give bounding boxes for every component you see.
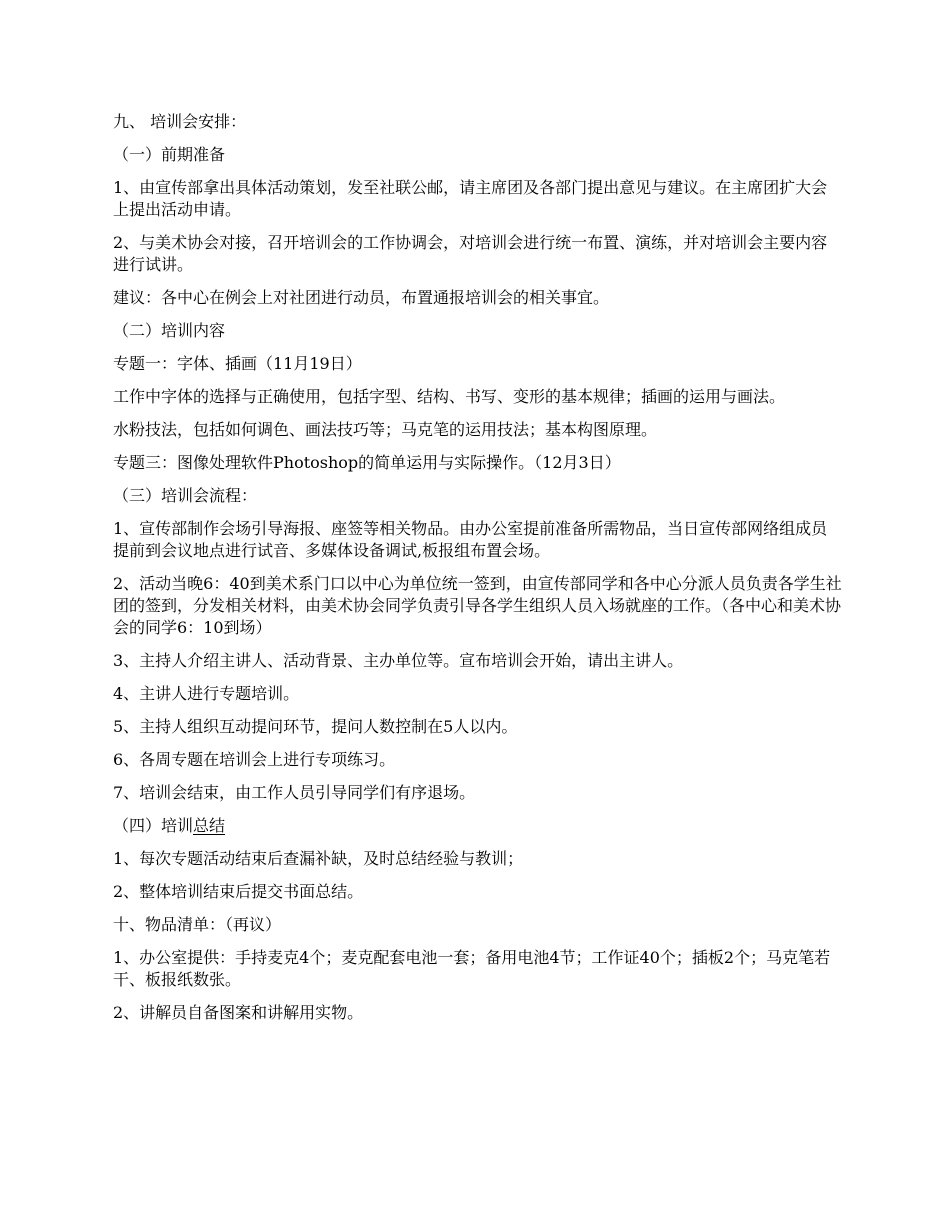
process-item-3: 3、主持人介绍主讲人、活动背景、主办单位等。宣布培训会开始，请出主讲人。: [113, 651, 684, 670]
subsection-content-heading: （二）培训内容: [113, 321, 226, 340]
summary-item-2: 2、整体培训结束后提交书面总结。: [113, 882, 364, 901]
section-nine-heading: 九、 培训会安排：: [113, 112, 247, 131]
preparation-item-1: 1、由宣传部拿出具体活动策划，发至社联公邮，请主席团及各部门提出意见与建议。在主席团扩大会上提出活动申请。: [113, 178, 828, 219]
process-item-5: 5、主持人组织互动提问环节，提问人数控制在5人以内。: [113, 717, 518, 736]
supplies-item-2: 2、讲解员自备图案和讲解用实物。: [113, 1003, 364, 1022]
supplies-item-1: 1、办公室提供：手持麦克4个；麦克配套电池一套；备用电池4节；工作证40个；插板2个；马克笔若干、板报纸数张。: [113, 948, 831, 989]
topic-three: 专题三：图像处理软件Photoshop的简单运用与实际操作。（12月3日）: [113, 453, 621, 472]
section-ten-heading: 十、物品清单：（再议）: [113, 915, 282, 934]
preparation-suggestion: 建议：各中心在例会上对社团进行动员，布置通报培训会的相关事宜。: [113, 288, 610, 307]
preparation-item-2: 2、与美术协会对接，召开培训会的工作协调会，对培训会进行统一布置、演练，并对培训会主要内容进行试讲。: [113, 233, 828, 274]
summary-heading-underlined: 总结: [193, 816, 226, 835]
subsection-process-heading: （三）培训会流程：: [113, 486, 258, 505]
document-body: [113, 111, 843, 1035]
process-item-6: 6、各周专题在培训会上进行专项练习。: [113, 750, 396, 769]
subsection-summary-heading: [113, 815, 843, 837]
process-item-4: 4、主讲人进行专题培训。: [113, 684, 300, 703]
topic-one: 专题一：字体、插画（11月19日）: [113, 354, 362, 373]
subsection-preparation-heading: （一）前期准备: [113, 145, 226, 164]
summary-heading-prefix: （四）培训: [113, 816, 194, 835]
process-item-2: 2、活动当晚6：40到美术系门口以中心为单位统一签到，由宣传部同学和各中心分派人员负责各学生社团的签到，分发相关材料，由美术协会同学负责引导各学生组织人员入场就座的工作。（各中心和美术协会的同学6：10到场）: [113, 574, 842, 637]
topic-one-description: 工作中字体的选择与正确使用，包括字型、结构、书写、变形的基本规律；插画的运用与画法。: [113, 387, 786, 406]
process-item-1: 1、宣传部制作会场引导海报、座签等相关物品。由办公室提前准备所需物品，当日宣传部网络组成员提前到会议地点进行试音、多媒体设备调试,板报组布置会场。: [113, 519, 828, 560]
process-item-7: 7、培训会结束，由工作人员引导同学们有序退场。: [113, 783, 476, 802]
watercolor-techniques: 水粉技法，包括如何调色、画法技巧等；马克笔的运用技法；基本构图原理。: [113, 420, 658, 439]
summary-item-1: 1、每次专题活动结束后查漏补缺，及时总结经验与教训；: [113, 849, 524, 868]
